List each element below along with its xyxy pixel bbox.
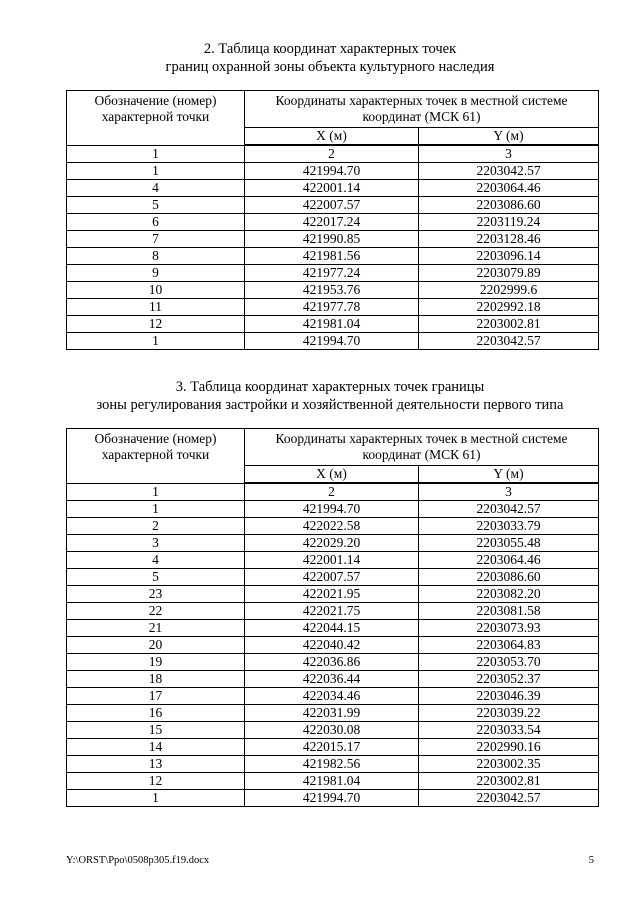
x-coordinate: 422001.14 [245,180,419,197]
x-coordinate: 421977.24 [245,265,419,282]
point-number: 1 [67,333,245,350]
x-coordinate: 422021.75 [245,603,419,620]
table-row [67,569,599,586]
y-coordinate: 2203064.46 [419,180,599,197]
x-coordinate: 422031.99 [245,705,419,722]
y-coordinate: 2203096.14 [419,248,599,265]
point-number: 15 [67,722,245,739]
table-row [67,705,599,722]
point-number: 19 [67,654,245,671]
point-number: 13 [67,756,245,773]
y-coordinate: 2203042.57 [419,333,599,350]
table-row [67,197,599,214]
table-row [67,316,599,333]
point-number: 12 [67,773,245,790]
y-coordinate: 2203119.24 [419,214,599,231]
x-header: X (м) [245,466,419,484]
file-path: Y:\ORST\Ppo\0508p305.f19.docx [66,855,210,866]
x-coordinate: 421990.85 [245,231,419,248]
y-coordinate: 2203033.54 [419,722,599,739]
point-number: 1 [67,501,245,518]
x-coordinate: 421994.70 [245,501,419,518]
col-number-3: 3 [419,483,599,501]
y-coordinate: 2203082.20 [419,586,599,603]
y-coordinate: 2203128.46 [419,231,599,248]
x-coordinate: 422007.57 [245,569,419,586]
y-coordinate: 2203081.58 [419,603,599,620]
table-row [67,333,599,350]
x-coordinate: 422030.08 [245,722,419,739]
point-number: 17 [67,688,245,705]
x-coordinate: 421981.56 [245,248,419,265]
point-number: 23 [67,586,245,603]
x-coordinate: 421982.56 [245,756,419,773]
point-number: 4 [67,552,245,569]
y-coordinate: 2203053.70 [419,654,599,671]
point-number: 9 [67,265,245,282]
y-coordinate: 2203002.81 [419,316,599,333]
y-coordinate: 2202990.16 [419,739,599,756]
table2-title [60,40,600,76]
y-coordinate: 2203042.57 [419,163,599,180]
point-number: 21 [67,620,245,637]
x-coordinate: 422034.46 [245,688,419,705]
y-coordinate: 2203002.81 [419,773,599,790]
designation-header: Обозначение (номер) характерной точки [67,91,245,146]
point-number: 11 [67,299,245,316]
y-coordinate: 2203039.22 [419,705,599,722]
point-number: 1 [67,163,245,180]
table-row [67,501,599,518]
x-coordinate: 421994.70 [245,790,419,807]
x-coordinate: 422029.20 [245,535,419,552]
x-coordinate: 421981.04 [245,773,419,790]
y-coordinate: 2203042.57 [419,501,599,518]
table-row [67,180,599,197]
table-row [67,722,599,739]
x-coordinate: 421994.70 [245,333,419,350]
col-number-1: 1 [67,483,245,501]
y-header: Y (м) [419,466,599,484]
x-header: X (м) [245,128,419,146]
x-coordinate: 422036.44 [245,671,419,688]
col-number-2: 2 [245,483,419,501]
table2 [66,90,599,350]
point-number: 12 [67,316,245,333]
table3-title [60,378,600,414]
table-row [67,299,599,316]
table-row [67,620,599,637]
table-row [67,535,599,552]
point-number: 8 [67,248,245,265]
coords-header: Координаты характерных точек в местной системе координат (МСК 61) [245,429,599,466]
col-number-2: 2 [245,145,419,163]
x-coordinate: 421994.70 [245,163,419,180]
y-coordinate: 2203002.35 [419,756,599,773]
table-row [67,637,599,654]
point-number: 5 [67,197,245,214]
y-coordinate: 2202992.18 [419,299,599,316]
x-coordinate: 422015.17 [245,739,419,756]
table-row [67,603,599,620]
point-number: 1 [67,790,245,807]
x-coordinate: 422001.14 [245,552,419,569]
table-row [67,756,599,773]
table-row [67,790,599,807]
x-coordinate: 421981.04 [245,316,419,333]
table-row [67,282,599,299]
table3-title-line2: зоны регулирования застройки и хозяйственной деятельности первого типа [96,397,564,413]
x-coordinate: 422036.86 [245,654,419,671]
table-row [67,552,599,569]
x-coordinate: 422040.42 [245,637,419,654]
y-coordinate: 2203055.48 [419,535,599,552]
table2-title-line1: 2. Таблица координат характерных точек [203,41,457,57]
designation-header: Обозначение (номер) характерной точки [67,429,245,484]
y-coordinate: 2203086.60 [419,569,599,586]
table3 [66,428,599,807]
x-coordinate: 421953.76 [245,282,419,299]
y-coordinate: 2203046.39 [419,688,599,705]
col-number-1: 1 [67,145,245,163]
table-row [67,231,599,248]
x-coordinate: 422017.24 [245,214,419,231]
point-number: 4 [67,180,245,197]
col-number-3: 3 [419,145,599,163]
x-coordinate: 422021.95 [245,586,419,603]
page-number: 5 [588,855,594,866]
y-coordinate: 2203042.57 [419,790,599,807]
point-number: 10 [67,282,245,299]
y-coordinate: 2203064.46 [419,552,599,569]
point-number: 7 [67,231,245,248]
point-number: 20 [67,637,245,654]
point-number: 6 [67,214,245,231]
table-row [67,773,599,790]
y-coordinate: 2203052.37 [419,671,599,688]
y-coordinate: 2202999.6 [419,282,599,299]
point-number: 3 [67,535,245,552]
y-coordinate: 2203073.93 [419,620,599,637]
point-number: 14 [67,739,245,756]
table-row [67,654,599,671]
point-number: 2 [67,518,245,535]
point-number: 16 [67,705,245,722]
y-coordinate: 2203086.60 [419,197,599,214]
x-coordinate: 422007.57 [245,197,419,214]
table-row [67,671,599,688]
table-row [67,739,599,756]
point-number: 5 [67,569,245,586]
table-row [67,265,599,282]
table-row [67,518,599,535]
x-coordinate: 422044.15 [245,620,419,637]
y-header: Y (м) [419,128,599,146]
table-row [67,586,599,603]
table-row [67,163,599,180]
y-coordinate: 2203079.89 [419,265,599,282]
y-coordinate: 2203064.83 [419,637,599,654]
point-number: 18 [67,671,245,688]
table-row [67,248,599,265]
table2-title-line2: границ охранной зоны объекта культурного наследия [165,59,495,75]
x-coordinate: 421977.78 [245,299,419,316]
point-number: 22 [67,603,245,620]
table3-title-line1: 3. Таблица координат характерных точек границы [175,379,485,395]
table-row [67,214,599,231]
coords-header: Координаты характерных точек в местной системе координат (МСК 61) [245,91,599,128]
y-coordinate: 2203033.79 [419,518,599,535]
x-coordinate: 422022.58 [245,518,419,535]
table-row [67,688,599,705]
